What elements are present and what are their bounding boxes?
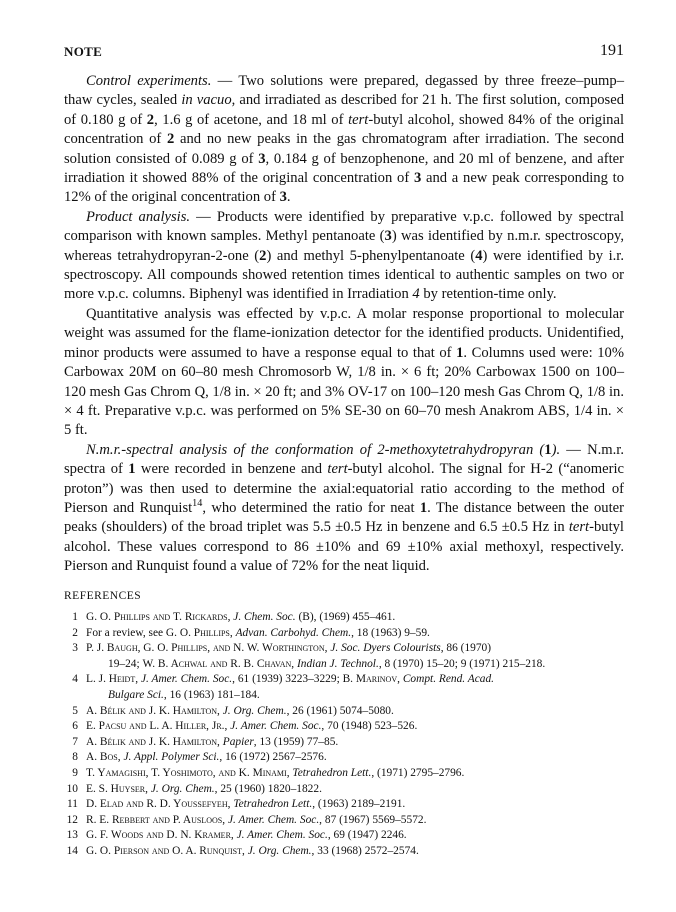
reference-line [86,657,624,673]
reference-number: 11 [67,798,78,811]
text-run: , 86 (1970) [440,642,492,655]
reference-line [86,735,624,751]
text-run: , [286,766,293,779]
text-run: A. Bélik and J. K. Hamilton [86,735,218,748]
text-run: , [291,657,297,670]
text-run: (B), (1969) 455–461. [295,611,396,623]
reference-line [86,766,624,782]
reference-line [86,672,624,688]
reference-number: 6 [72,720,78,733]
text-run: 1 [419,499,428,516]
page-header [64,42,624,62]
text-run: , who determined the ratio for neat [202,499,420,516]
text-run: J. Amer. Chem. Soc. [236,829,328,842]
text-run: ) was identified by n.m.r. spectroscopy, whereas tetrahydropyran-2-one ( [64,228,624,264]
text-run: 2 [259,247,267,264]
text-run: ) and methyl 5-phenylpentanoate ( [266,247,476,264]
text-run: , 61 (1939) 3223–3229; [232,673,343,686]
text-run: 4 [475,247,483,264]
text-run: A. Bos [86,751,118,764]
text-run: — Products were identified by preparative v.p.c. followed by spectral comparison with known samples. Methyl pentanoate ( [64,208,624,245]
reference-number: 8 [72,751,78,764]
reference-item [64,813,624,829]
reference-item [64,828,624,844]
reference-line [86,704,624,720]
text-run: A. Bélik and J. K. Hamilton [86,704,218,717]
reference-line [86,797,624,813]
text-run: Bulgare Sci. [108,688,164,701]
text-run: , 18 (1963) 9–59. [351,626,430,639]
reference-number: 12 [66,813,78,826]
text-run: Tetrahedron Lett. [292,766,372,779]
body-text [64,72,624,577]
reference-item [64,719,624,735]
reference-line [86,782,624,798]
text-run: E. S. Huyser [86,782,146,795]
text-run: , [227,611,234,623]
text-run: E. Pacsu and L. A. Hiller, Jr. [86,720,225,733]
text-run: , 13 (1959) 77–85. [253,735,339,748]
text-run: J. Amer. Chem. Soc. [227,813,320,826]
reference-item [64,704,624,720]
reference-line [86,844,624,860]
text-run: W. B. Achwal and R. B. Chavan [142,657,292,670]
text-run: J. Amer. Chem. Soc. [230,720,322,733]
text-run: , 16 (1963) 181–184. [163,688,260,701]
reference-item [64,844,624,860]
text-run: , [397,673,403,686]
reference-item [64,750,624,766]
text-run: G. O. Phillips [165,626,230,639]
text-run: D. Elad and R. D. Youssefyeh [86,798,228,811]
text-run: G. F. Woods and D. N. Kramer [86,829,231,842]
text-run: , [242,844,248,857]
text-run: Tetrahedron Lett. [233,798,313,811]
text-run: Control experiments. [86,73,212,89]
reference-number: 9 [72,766,78,779]
page-number: 191 [600,42,624,59]
text-run: Papier [222,735,254,748]
reference-number: 3 [72,642,78,655]
references-heading: REFERENCES [64,590,142,602]
text-run: and [152,611,171,623]
text-run: ). [551,441,561,458]
text-run: and a new peak corresponding to 12% of the original concentration of [64,170,624,206]
text-run: — Two solutions were prepared, degassed by three freeze–pump–thaw cycles, sealed [64,73,624,109]
reference-number: 7 [72,735,78,748]
text-run: , 26 (1961) 5074–5080. [286,704,394,717]
text-run: -butyl alcohol. The signal for H-2 (“anomeric proton”) was then used to determine the axial:equatorial ratio according to the method of Pierson and Runquist [64,461,624,516]
reference-line [86,828,624,844]
text-run: , 33 (1968) 2572–2574. [311,844,419,857]
reference-number: 4 [72,673,78,686]
reference-item [64,766,624,782]
reference-number: 10 [66,782,78,795]
reference-number: 13 [66,829,78,842]
text-run: , [230,829,237,842]
text-run: , [217,704,223,717]
text-run: . [286,189,291,206]
text-run: tert [568,519,590,536]
text-run: , 1.6 g of acetone, and 18 ml of [154,111,349,128]
text-run: G. O. Pierson and O. A. Runquist [86,844,243,857]
text-run: L. J. Heidt [86,673,136,686]
text-run: G. O. Phillips [86,611,150,623]
text-run: 14 [192,498,203,510]
text-run: B. Marinov [342,673,398,686]
text-run: J. Org. Chem. [150,782,215,795]
text-run: , [217,735,223,748]
reference-item [64,797,624,813]
paragraph-quantitative-analysis [64,305,624,441]
reference-item [64,782,624,798]
reference-item [64,672,624,703]
text-run: , [224,720,231,733]
text-run: , 8 (1970) 15–20; 9 (1971) 215–218. [378,657,546,670]
text-run: . Columns used were: 10% Carbowax 20M on 60–80 mesh Chromosorb W, 1/8 in. × 6 ft; 20% Carbowax 1500 on 100–120 mesh Gas Chrom Q, 1/8 in. × 20 ft; and 3% OV-17 on 100–120 mesh Gas Chrom Q, 1/8 in. × 4 ft. Preparative v.p.c. was performed on 5% SE-30 on 60–70 mesh Anakrom ABS, 1/4 in. × 5 ft. [64,344,624,439]
text-run: — N.m.r. spectra of [64,441,624,478]
text-run: P. J. Baugh, G. O. Phillips, and N. W. Worthington [86,642,325,655]
text-run: N.m.r.-spectral analysis of the conformation of 2-methoxytetrahydropyran ( [86,441,545,458]
references-list [64,610,624,860]
paragraph-product-analysis [64,208,624,305]
text-run: , (1971) 2795–2796. [371,766,465,779]
reference-number: 1 [72,611,78,623]
text-run: 3 [258,150,266,167]
text-run: and no new peaks in the gas chromatogram after irradiation. The second solution consisted of 0.089 g of [64,131,624,167]
reference-number: 14 [66,844,78,857]
text-run: 2 [167,131,175,148]
text-run: Advan. Carbohyd. Chem. [235,626,352,639]
text-run: J. Soc. Dyers Colourists [330,642,441,655]
text-run: , and irradiated as described for 21 h. The first solution, composed of 0.180 g of [64,92,624,128]
text-run: J. Appl. Polymer Sci. [123,751,220,764]
text-run: in vacuo [181,92,232,109]
text-run: . The distance between the outer peaks (shoulders) of the broad triplet was 5.5 ±0.5 Hz in benzene and 6.5 ±0.5 Hz in [64,499,624,536]
text-run: Quantitative analysis was effected by v.p.c. A molar response proportional to molecular weight was assumed for the flame-ionization detector for the identified products. Unidentified, minor products were assumed to have a response equal to that of [64,305,624,361]
text-run: Compt. Rend. Acad. [402,673,495,686]
text-run: 1 [456,344,464,361]
reference-line [86,719,624,735]
text-run: 3 [279,189,287,206]
text-run: 19–24; [108,657,143,670]
text-run: , 70 (1948) 523–526. [321,720,418,733]
text-run: were recorded in benzene and [135,461,328,478]
text-run: , [117,751,124,764]
text-run: , 16 (1972) 2567–2576. [219,751,327,764]
text-run: 1 [544,441,552,458]
text-run: , 25 (1960) 1820–1822. [214,782,322,795]
reference-line [86,641,624,657]
paragraph-nmr-analysis [64,441,624,577]
text-run: , [227,798,234,811]
reference-line [86,610,624,626]
reference-line [86,750,624,766]
text-run: T. Rickards [173,611,228,623]
text-run: , 69 (1947) 2246. [327,829,407,842]
text-run: by retention-time only. [419,286,557,303]
reference-line [86,813,624,829]
text-run: , [324,642,331,655]
text-run: J. Amer. Chem. Soc. [140,673,233,686]
reference-item [64,626,624,642]
text-run: Product analysis. [86,208,191,225]
paragraph-control-experiments [64,72,624,208]
text-run: 1 [128,461,136,478]
text-run: 3 [413,170,422,187]
text-run: J. Chem. Soc. [233,611,296,623]
reference-number: 2 [72,626,78,639]
text-run: tert [327,461,348,478]
text-run: tert [348,111,369,128]
text-run: 4 [412,286,420,303]
reference-item [64,610,624,626]
text-run: J. Org. Chem. [222,704,287,717]
text-run: 3 [384,228,392,245]
text-run: J. Org. Chem. [247,844,312,857]
text-run: , 0.184 g of benzophenone, and 20 ml of benzene, and after irradiation it showed 88% of the original concentration of [64,150,625,187]
reference-number: 5 [72,704,78,717]
section-label: NOTE [64,44,103,59]
text-run: Indian J. Technol. [296,657,379,670]
text-run: T. Yamagishi, T. Yoshimoto, and K. Minami [86,766,287,779]
text-run: R. E. Rebbert and P. Ausloos [86,813,223,826]
reference-line [86,626,624,642]
text-run: For a review, see [86,626,166,639]
reference-item [64,641,624,672]
text-run: -butyl alcohol. These values correspond to 86 ±10% and 69 ±10% axial methoxyl, respectively. Pierson and Runquist found a value of 72% for the neat liquid. [64,519,624,575]
text-run: 2 [146,111,155,128]
text-run: , [145,782,151,795]
reference-item [64,735,624,751]
text-run: ) were identified by i.r. spectroscopy. All compounds showed retention times identical to authentic samples on two or more v.p.c. columns. Biphenyl was identified in Irradiation [64,247,624,303]
text-run: , (1963) 2189–2191. [312,798,406,811]
text-run: , [229,626,236,639]
text-run: , [222,813,228,826]
text-run: -butyl alcohol, showed 84% of the original concentration of [64,111,624,148]
reference-line [86,688,624,704]
text-run: , [135,673,141,686]
text-run: , 87 (1967) 5569–5572. [319,813,427,826]
